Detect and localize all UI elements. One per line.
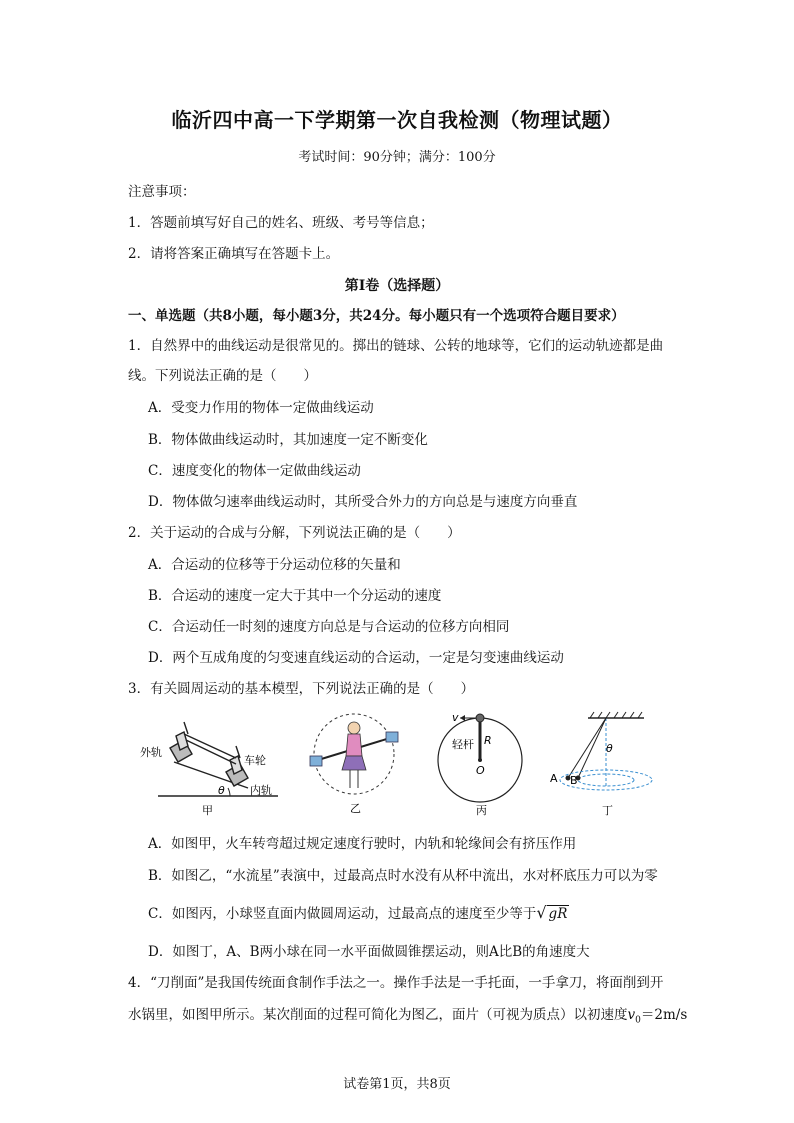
- question-2: 2．关于运动的合成与分解，下列说法正确的是（ ）: [128, 525, 461, 541]
- part-heading: 一、单选题（共8小题，每小题3分，共24分。每小题只有一个选项符合题目要求）: [128, 308, 625, 324]
- sqrt-expr: gR: [548, 906, 568, 922]
- string-a: [568, 718, 606, 778]
- label-theta: θ: [606, 742, 613, 755]
- question-1-line2: 线。下列说法正确的是（ ）: [128, 368, 317, 384]
- page-footer: 试卷第1页，共8页: [343, 1077, 451, 1092]
- center-point: [478, 758, 482, 762]
- v0-subscript: 0: [635, 1015, 641, 1026]
- question-4-line1: 4．“刀削面”是我国传统面食制作手法之一。操作手法是一手托面，一手拿刀，将面削到开: [128, 975, 664, 991]
- label-wheel: 车轮: [244, 754, 266, 767]
- section-title: 第Ⅰ卷（选择题）: [344, 278, 450, 294]
- caption-bing: 丙: [476, 804, 487, 817]
- figure-yi: [306, 704, 402, 820]
- note-item: 2．请将答案正确填写在答题卡上。: [128, 246, 340, 262]
- option-3d: D．如图丁，A、B两小球在同一水平面做圆锥摆运动，则A比B的角速度大: [148, 944, 590, 960]
- question-3: 3．有关圆周运动的基本模型，下列说法正确的是（ ）: [128, 681, 475, 697]
- option-1c: C．速度变化的物体一定做曲线运动: [148, 463, 361, 479]
- notes-heading: 注意事项：: [128, 184, 196, 200]
- option-2b: B．合运动的速度一定大于其中一个分运动的速度: [148, 588, 442, 604]
- v0-symbol: v: [627, 1007, 636, 1023]
- performer-head: [348, 722, 360, 734]
- figure-bing: [432, 708, 532, 820]
- figure-jia: [138, 708, 288, 820]
- page-title: 临沂四中高一下学期第一次自我检测（物理试题）: [171, 108, 623, 132]
- sqrt-symbol: √: [536, 903, 547, 922]
- option-3a: A．如图甲，火车转弯超过规定速度行驶时，内轨和轮缘间会有挤压作用: [148, 836, 577, 852]
- question-4-line2: [128, 1003, 687, 1026]
- axle: [184, 734, 236, 764]
- v0-value: ＝2m/s: [640, 1007, 688, 1023]
- note-item: 1．答题前填写好自己的姓名、班级、考号等信息；: [128, 215, 434, 231]
- cup-right: [386, 732, 398, 742]
- label-theta: θ: [218, 784, 225, 797]
- option-2d: D．两个互成角度的匀变速直线运动的合运动，一定是匀变速曲线运动: [148, 650, 564, 666]
- option-1d: D．物体做匀速率曲线运动时，其所受合外力的方向总是与速度方向垂直: [148, 494, 578, 510]
- ceiling-hatch: [590, 712, 642, 718]
- label-O: O: [476, 764, 485, 777]
- label-B: B: [570, 774, 578, 787]
- figure-ding: [544, 708, 664, 820]
- ball: [476, 714, 484, 722]
- performer-body: [346, 734, 362, 756]
- label-inner-rail: 内轨: [250, 784, 272, 797]
- label-v: v: [452, 711, 459, 724]
- option-2c: C．合运动任一时刻的速度方向总是与合运动的位移方向相同: [148, 619, 510, 635]
- string-b: [578, 718, 606, 778]
- label-outer-rail: 外轨: [140, 746, 162, 759]
- angle-arc: [228, 788, 230, 796]
- caption-jia: 甲: [202, 804, 213, 817]
- option-3c-text: C．如图丙，小球竖直面内做圆周运动，过最高点的速度至少等于: [148, 906, 537, 922]
- question-4-text: 水锅里，如图甲所示。某次削面的过程可简化为图乙，面片（可视为质点）以初速度: [128, 1007, 628, 1023]
- performer-skirt: [342, 756, 366, 770]
- caption-yi: 乙: [350, 802, 361, 815]
- option-3b: B．如图乙，“水流星”表演中，过最高点时水没有从杯中流出，水对杯底压力可以为零: [148, 868, 658, 884]
- option-2a: A．合运动的位移等于分运动位移的矢量和: [148, 557, 401, 573]
- arrow-head: [460, 715, 465, 721]
- cup-left: [310, 756, 322, 766]
- option-1b: B．物体做曲线运动时，其加速度一定不断变化: [148, 432, 428, 448]
- label-R: R: [484, 734, 492, 747]
- exam-info: 考试时间：90分钟；满分：100分: [298, 150, 496, 165]
- label-A: A: [550, 772, 558, 785]
- label-rod: 轻杆: [452, 738, 474, 751]
- option-1a: A．受变力作用的物体一定做曲线运动: [148, 400, 374, 416]
- caption-ding: 丁: [602, 804, 613, 817]
- question-1-line1: 1．自然界中的曲线运动是很常见的。掷出的链球、公转的地球等，它们的运动轨迹都是曲: [128, 338, 664, 354]
- option-3c: [148, 902, 569, 922]
